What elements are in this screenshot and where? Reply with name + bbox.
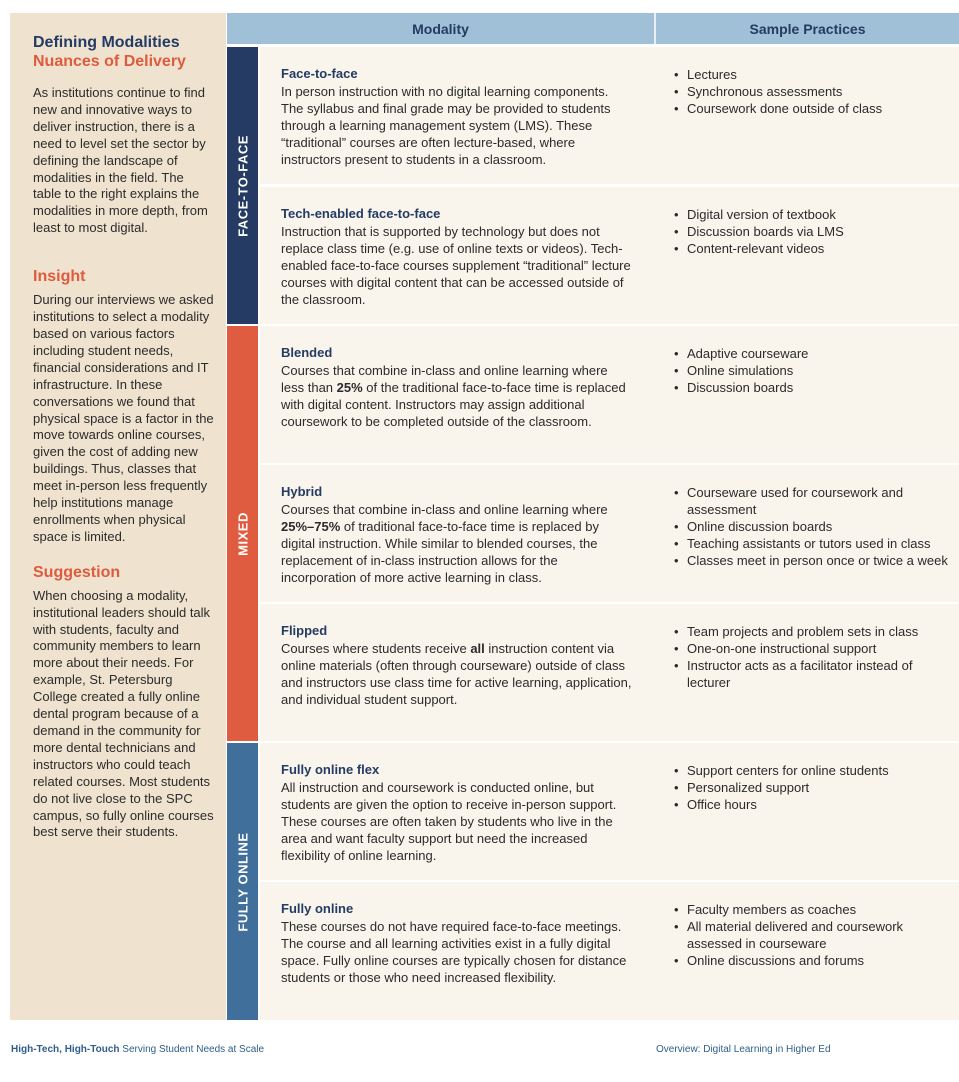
- practice-item: • Coursework done outside of class: [674, 100, 956, 117]
- modality-name: Tech-enabled face-to-face: [281, 206, 441, 221]
- modality-row-fully-online-flex: [260, 743, 959, 880]
- suggestion-text: When choosing a modality, institutional leaders should talk with students, faculty and community members to learn more about their needs. For example, St. Petersburg College created a fully online dental program because of a demand in the community for more dental technicians and instructors who could teach related courses. Most students do not live close to the SPC campus, so fully online courses best serve their students.: [33, 587, 214, 840]
- group-label: FULLY ONLINE: [235, 831, 250, 932]
- modality-description: Courses where students receive all instruction content via online materials (often through courseware) outside of class and instructors use class time for active learning, application, and individual student support.: [281, 641, 632, 707]
- practice-item: • Support centers for online students: [674, 762, 956, 779]
- suggestion-heading: Suggestion: [33, 563, 121, 581]
- modality-row-tech-enabled: [260, 187, 959, 324]
- modality-description: In person instruction with no digital learning components. The syllabus and final grade may be provided to students through a learning management system (LMS). These “traditional” courses are often lecture-based, where instructors present to students in a classroom.: [281, 84, 611, 167]
- modality-description: These courses do not have required face-to-face meetings. The course and all learning activities exist in a fully digital space. Fully online courses are typically chosen for distance students or those who need increased flexibility.: [281, 919, 627, 985]
- practice-item: • Adaptive courseware: [674, 345, 956, 362]
- modality-row-blended: [260, 326, 959, 463]
- practice-item: • Team projects and problem sets in class: [674, 623, 956, 640]
- modality-name: Fully online flex: [281, 762, 380, 777]
- practices-list: [674, 901, 956, 969]
- sidebar-subtitle: Nuances of Delivery: [33, 53, 186, 70]
- modality-name: Fully online: [281, 901, 354, 916]
- practice-item: • Content-relevant videos: [674, 240, 956, 257]
- modality-description: Instruction that is supported by technology but does not replace class time (e.g. use of online texts or videos). Tech-enabled face-to-face courses supplement “traditional” lecture courses with digital content that can be accessed outside of the classroom.: [281, 224, 631, 307]
- practice-item: • Instructor acts as a facilitator instead of lecturer: [674, 657, 956, 691]
- practice-item: • Teaching assistants or tutors used in class: [674, 535, 956, 552]
- table-header: [227, 13, 959, 44]
- practices-list: [674, 484, 956, 569]
- practices-list: [674, 206, 956, 257]
- practices-list: [674, 66, 956, 117]
- group-mixed: [227, 326, 959, 741]
- practice-item: • Lectures: [674, 66, 956, 83]
- insight-heading: Insight: [33, 268, 86, 286]
- column-header-sample-practices: Sample Practices: [654, 13, 959, 44]
- sidebar: [10, 13, 226, 1020]
- group-label: MIXED: [235, 511, 250, 556]
- modality-name: Hybrid: [281, 484, 323, 499]
- practice-item: • Digital version of textbook: [674, 206, 956, 223]
- practice-item: • Online discussion boards: [674, 518, 956, 535]
- group-band-mixed: [227, 326, 258, 741]
- practice-item: • Courseware used for coursework and assessment: [674, 484, 956, 518]
- column-header-modality: Modality: [412, 20, 469, 37]
- modality-description: Courses that combine in-class and online learning where 25%–75% of traditional face-to-face time is replaced by digital instruction. While similar to blended courses, the replacement of in-class instruction allows for the incorporation of more active learning in class.: [281, 502, 608, 585]
- practice-item: • One-on-one instructional support: [674, 640, 956, 657]
- group-face-to-face: [227, 47, 959, 324]
- modality-row-hybrid: [260, 465, 959, 602]
- group-fully-online: [227, 743, 959, 1020]
- practices-list: [674, 345, 956, 396]
- modality-row-flipped: [260, 604, 959, 741]
- practice-item: • All material delivered and coursework assessed in courseware: [674, 918, 956, 952]
- modality-row-face-to-face: [260, 47, 959, 184]
- sidebar-title: Defining Modalities: [33, 34, 180, 51]
- modality-name: Face-to-face: [281, 66, 358, 81]
- practice-item: • Online discussions and forums: [674, 952, 956, 969]
- group-band-fully-online: [227, 743, 258, 1020]
- modality-name: Blended: [281, 345, 333, 360]
- practice-item: • Synchronous assessments: [674, 83, 956, 100]
- practices-list: [674, 762, 956, 813]
- practice-item: • Faculty members as coaches: [674, 901, 956, 918]
- footer-left: High-Tech, High-Touch Serving Student Needs at Scale: [11, 1044, 265, 1055]
- practice-item: • Online simulations: [674, 362, 956, 379]
- group-band-face-to-face: [227, 47, 258, 324]
- footer-right: Overview: Digital Learning in Higher Ed: [656, 1044, 831, 1055]
- modality-description: Courses that combine in-class and online learning where less than 25% of the traditional face-to-face time is replaced with digital content. Instructors may assign additional coursework to be completed outside of the classroom.: [281, 363, 626, 429]
- practice-item: • Personalized support: [674, 779, 956, 796]
- insight-text: During our interviews we asked institutions to select a modality based on various factors including student needs, financial considerations and IT infrastructure. In these conversations we found that physical space is a factor in the move towards online courses, given the cost of adding new buildings. Thus, classes that meet in-person less frequently help institutions manage enrollments when physical space is limited.: [33, 292, 214, 544]
- practices-list: [674, 623, 956, 691]
- group-label: FACE-TO-FACE: [235, 134, 250, 237]
- practice-item: • Classes meet in person once or twice a week: [674, 552, 956, 569]
- practice-item: • Discussion boards via LMS: [674, 223, 956, 240]
- practice-item: • Office hours: [674, 796, 956, 813]
- modality-description: All instruction and coursework is conducted online, but students are given the option to receive in-person support. These courses are often taken by students who live in the area and want faculty support but need the increased flexibility of online learning.: [281, 780, 617, 863]
- modality-name: Flipped: [281, 623, 328, 638]
- practice-item: • Discussion boards: [674, 379, 956, 396]
- modality-row-fully-online: [260, 882, 959, 1020]
- sidebar-intro: As institutions continue to find new and innovative ways to deliver instruction, there is a need to level set the sector by defining the landscape of modalities in the field. The table to the right explains the modalities in more depth, from least to most digital.: [33, 85, 208, 236]
